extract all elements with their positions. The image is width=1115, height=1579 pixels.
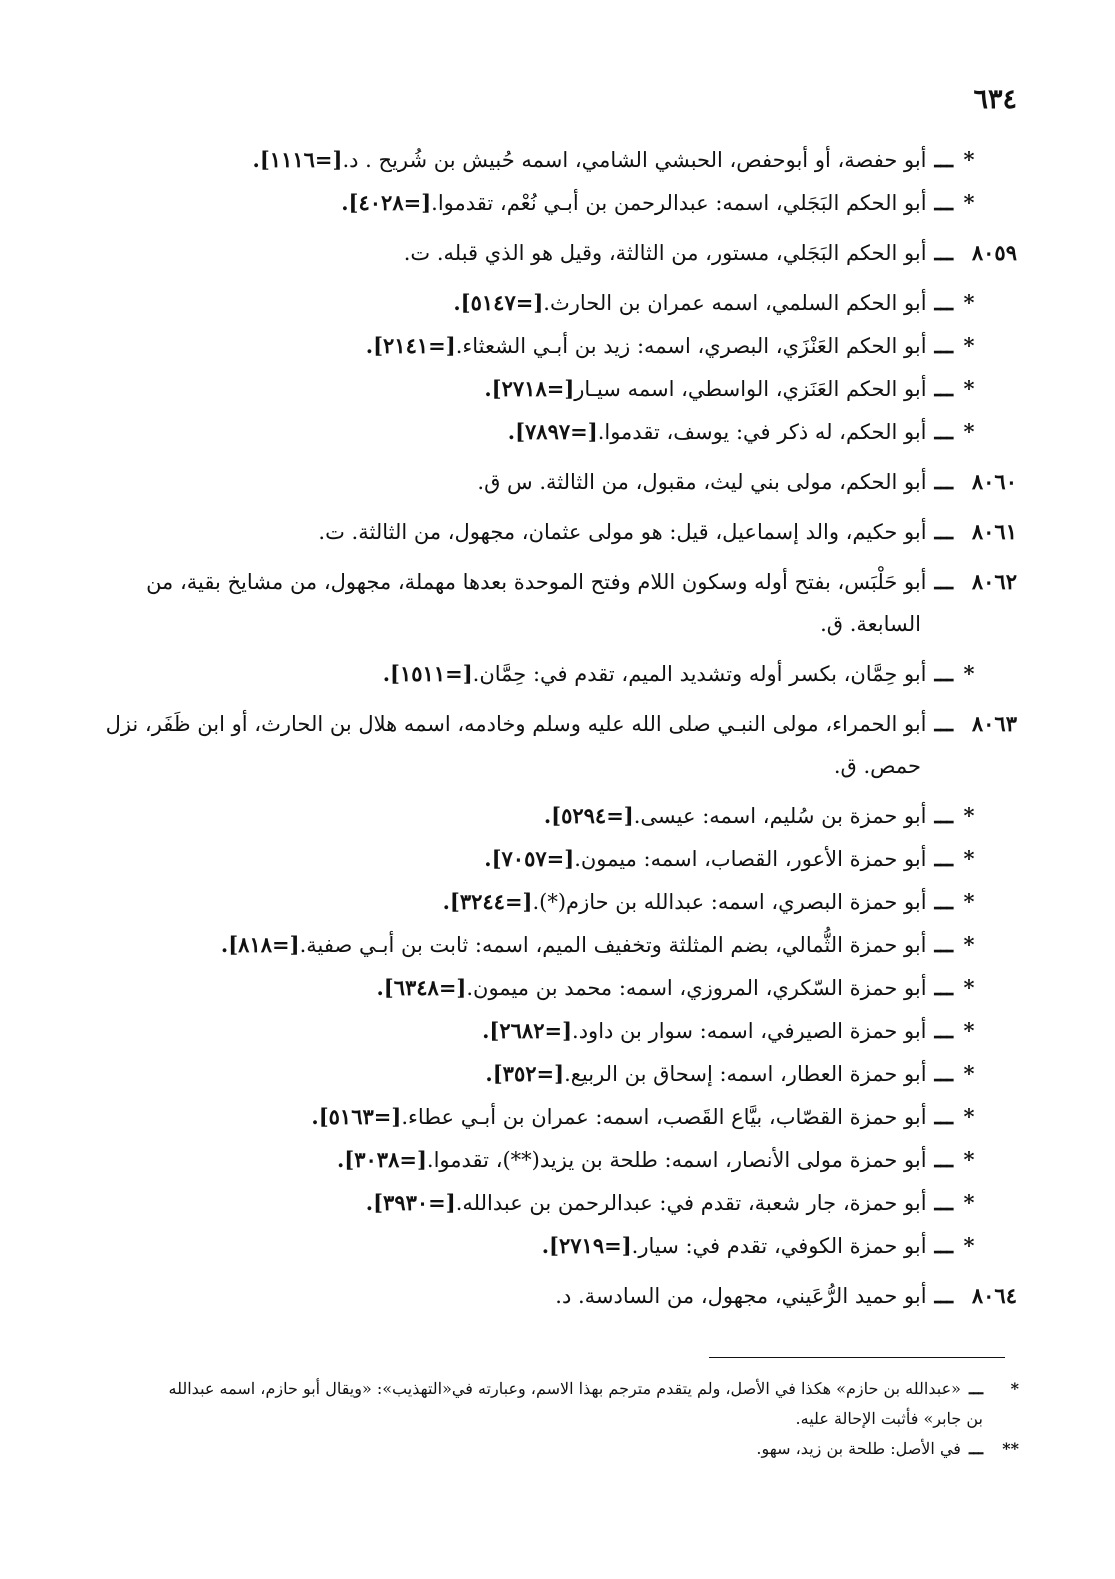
entry-number: ٨٠٦٠ — [971, 469, 1017, 494]
cross-reference-number: [=٦٣٤٨]. — [376, 975, 467, 1000]
cross-reference-number: [=٢٧١٩]. — [541, 1233, 632, 1258]
entry-text: أبو حمزة بن سُليم، اسمه: عيسى. — [633, 804, 927, 828]
asterisk-marker: * — [963, 419, 975, 444]
entry-dash: ـــ — [934, 1061, 953, 1086]
footnote-dash: ـــ — [968, 1439, 983, 1458]
numbered-entry — [57, 1276, 1017, 1316]
asterisk-marker: * — [963, 1147, 975, 1172]
asterisk-marker: * — [963, 1061, 975, 1086]
entry-text: أبو حكيم، والد إسماعيل، قيل: هو مولى عثمان، مجهول، من الثالثة. ت. — [318, 520, 927, 544]
cross-reference-entry — [57, 140, 1017, 180]
entry-text: أبو حميد الرُّعَيني، مجهول، من السادسة. د. — [555, 1284, 927, 1308]
cross-reference-number: [=٧٠٥٧]. — [484, 846, 575, 871]
footnote-dash: ـــ — [968, 1379, 983, 1398]
entries-list — [57, 140, 1017, 1319]
footnote-marker: * — [1010, 1379, 1019, 1398]
cross-reference-entry — [57, 839, 1017, 879]
asterisk-marker: * — [963, 376, 975, 401]
entry-text: أبو حمزة الأعور، القصاب، اسمه: ميمون. — [574, 847, 927, 871]
entry-text: أبو حِمَّان، بكسر أوله وتشديد الميم، تقدم في: حِمَّان. — [472, 662, 927, 686]
entry-text: أبو حمزة السّكري، المروزي، اسمه: محمد بن ميمون. — [466, 976, 927, 1000]
entry-dash: ـــ — [934, 569, 953, 594]
entry-text: أبو حمزة الصيرفي، اسمه: سوار بن داود. — [572, 1019, 927, 1043]
numbered-entry — [57, 562, 1017, 602]
cross-reference-entry — [57, 654, 1017, 694]
asterisk-marker: * — [963, 190, 975, 215]
entry-dash: ـــ — [934, 1190, 953, 1215]
entry-text: أبو حَلْبَس، بفتح أوله وسكون اللام وفتح الموحدة بعدها مهملة، مجهول، من مشايخ بقية، من — [146, 570, 927, 594]
entry-continuation: حمص. ق. — [833, 754, 921, 778]
entry-text: أبو حمزة مولى الأنصار، اسمه: طلحة بن يزيد(**)، تقدموا. — [426, 1148, 927, 1172]
footnote — [59, 1434, 1019, 1464]
asterisk-marker: * — [963, 1233, 975, 1258]
entry-dash: ـــ — [934, 1104, 953, 1129]
asterisk-marker: * — [963, 1018, 975, 1043]
entry-dash: ـــ — [934, 889, 953, 914]
asterisk-marker: * — [963, 661, 975, 686]
entry-number: ٨٠٦٣ — [971, 711, 1017, 736]
entry-dash: ـــ — [934, 711, 953, 736]
asterisk-marker: * — [963, 889, 975, 914]
cross-reference-number: [=١١١٦]. — [252, 147, 343, 172]
cross-reference-number: [=٥١٤٧]. — [453, 290, 544, 315]
footnote-text: في الأصل: طلحة بن زيد، سهو. — [756, 1439, 961, 1458]
entry-text: أبو الحكم العَنْزَي، البصري، اسمه: زيد بن أبـي الشعثاء. — [455, 334, 927, 358]
asterisk-marker: * — [963, 846, 975, 871]
entry-dash: ـــ — [934, 1018, 953, 1043]
cross-reference-entry — [57, 369, 1017, 409]
cross-reference-entry — [57, 796, 1017, 836]
cross-reference-number: [=٥٢٩٤]. — [543, 803, 634, 828]
cross-reference-entry — [57, 1226, 1017, 1266]
cross-reference-number: [=٣٢٤٤]. — [442, 889, 533, 914]
cross-reference-number: [=٤٠٢٨]. — [341, 190, 432, 215]
asterisk-marker: * — [963, 290, 975, 315]
entry-dash: ـــ — [934, 661, 953, 686]
entry-dash: ـــ — [934, 803, 953, 828]
cross-reference-number: [=٣٩٣٠]. — [365, 1190, 456, 1215]
footnote-divider — [709, 1357, 1005, 1358]
entry-text: أبو حمزة، جار شعبة، تقدم في: عبدالرحمن بن عبدالله. — [455, 1191, 927, 1215]
cross-reference-entry — [57, 1140, 1017, 1180]
page-number: ٦٣٤ — [973, 84, 1017, 115]
footnote — [59, 1374, 1019, 1404]
cross-reference-entry — [57, 1097, 1017, 1137]
entry-text: أبو الحكم العَنَزي، الواسطي، اسمه سيـار — [574, 377, 927, 401]
entry-dash: ـــ — [934, 419, 953, 444]
entry-dash: ـــ — [934, 147, 953, 172]
entry-text: أبو حفصة، أو أبوحفص، الحبشي الشامي، اسمه حُبيش بن شُريح . د. — [342, 148, 927, 172]
entry-continuation: السابعة. ق. — [820, 612, 921, 636]
entry-dash: ـــ — [934, 846, 953, 871]
entry-dash: ـــ — [934, 290, 953, 315]
cross-reference-entry — [57, 925, 1017, 965]
cross-reference-entry — [57, 412, 1017, 452]
cross-reference-entry — [57, 1054, 1017, 1094]
entry-text: أبو الحكم البَجَلي، اسمه: عبدالرحمن بن أبـي نُعْم، تقدموا. — [431, 191, 927, 215]
asterisk-marker: * — [963, 803, 975, 828]
cross-reference-number: [=١٥١١]. — [382, 661, 473, 686]
cross-reference-entry — [57, 968, 1017, 1008]
numbered-entry — [57, 233, 1017, 273]
entry-text: أبو الحكم، مولى بني ليث، مقبول، من الثالثة. س ق. — [477, 470, 927, 494]
cross-reference-entry — [57, 1183, 1017, 1223]
entry-text: أبو الحكم السلمي، اسمه عمران بن الحارث. — [543, 291, 927, 315]
cross-reference-number: [=٥١٦٣]. — [311, 1104, 402, 1129]
cross-reference-number: [=٢٧١٨]. — [484, 376, 575, 401]
entry-dash: ـــ — [934, 469, 953, 494]
footnotes — [59, 1374, 1019, 1464]
entry-dash: ـــ — [934, 376, 953, 401]
entry-dash: ـــ — [934, 333, 953, 358]
entry-text: أبو الحكم، له ذكر في: يوسف، تقدموا. — [597, 420, 927, 444]
cross-reference-entry — [57, 882, 1017, 922]
entry-text: أبو الحمراء، مولى النبـي صلى الله عليه وسلم وخادمه، اسمه هلال بن الحارث، أو ابن ظَفَر، نزل — [105, 712, 927, 736]
numbered-entry — [57, 462, 1017, 502]
cross-reference-entry — [57, 326, 1017, 366]
footnote-text: «عبدالله بن حازم» هكذا في الأصل، ولم يتقدم مترجم بهذا الاسم، وعبارته في«التهذيب»: «ويقال أبو حازم، اسمه عبدالله — [168, 1379, 961, 1398]
entry-text: أبو حمزة العطار، اسمه: إسحاق بن الربيع. — [564, 1062, 927, 1086]
asterisk-marker: * — [963, 1104, 975, 1129]
asterisk-marker: * — [963, 1190, 975, 1215]
entry-dash: ـــ — [934, 519, 953, 544]
entry-text: أبو حمزة البصري، اسمه: عبدالله بن حازم(*). — [532, 890, 927, 914]
footnote-marker: ** — [1002, 1439, 1019, 1458]
numbered-entry — [57, 704, 1017, 744]
asterisk-marker: * — [963, 932, 975, 957]
entry-number: ٨٠٥٩ — [971, 240, 1017, 265]
entry-dash: ـــ — [934, 975, 953, 1000]
footnote-continuation: بن جابر» فأثبت الإحالة عليه. — [795, 1409, 983, 1428]
asterisk-marker: * — [963, 975, 975, 1000]
entry-text: أبو حمزة الثُّمالي، بضم المثلثة وتخفيف الميم، اسمه: ثابت بن أبـي صفية. — [299, 933, 927, 957]
cross-reference-entry — [57, 1011, 1017, 1051]
asterisk-marker: * — [963, 147, 975, 172]
cross-reference-number: [=٧٨٩٧]. — [507, 419, 598, 444]
entry-number: ٨٠٦١ — [971, 519, 1017, 544]
cross-reference-number: [=٣٥٢]. — [485, 1061, 565, 1086]
cross-reference-number: [=٣٠٣٨]. — [337, 1147, 427, 1172]
cross-reference-entry — [57, 183, 1017, 223]
entry-dash: ـــ — [934, 1233, 953, 1258]
entry-dash: ـــ — [934, 932, 953, 957]
cross-reference-number: [=٢٦٨٢]. — [482, 1018, 573, 1043]
entry-dash: ـــ — [934, 1147, 953, 1172]
entry-dash: ـــ — [934, 240, 953, 265]
cross-reference-entry — [57, 283, 1017, 323]
entry-dash: ـــ — [934, 190, 953, 215]
cross-reference-number: [=٨١٨]. — [220, 932, 300, 957]
entry-number: ٨٠٦٢ — [971, 569, 1017, 594]
entry-text: أبو الحكم البَجَلي، مستور، من الثالثة، وقيل هو الذي قبله. ت. — [403, 241, 927, 265]
entry-number: ٨٠٦٤ — [971, 1283, 1017, 1308]
cross-reference-number: [=٢١٤١]. — [365, 333, 456, 358]
entry-text: أبو حمزة الكوفي، تقدم في: سيار. — [631, 1234, 927, 1258]
asterisk-marker: * — [963, 333, 975, 358]
entry-text: أبو حمزة القصّاب، بيَّاع القَصب، اسمه: عمران بن أبـي عطاء. — [401, 1105, 927, 1129]
entry-dash: ـــ — [934, 1283, 953, 1308]
numbered-entry — [57, 512, 1017, 552]
